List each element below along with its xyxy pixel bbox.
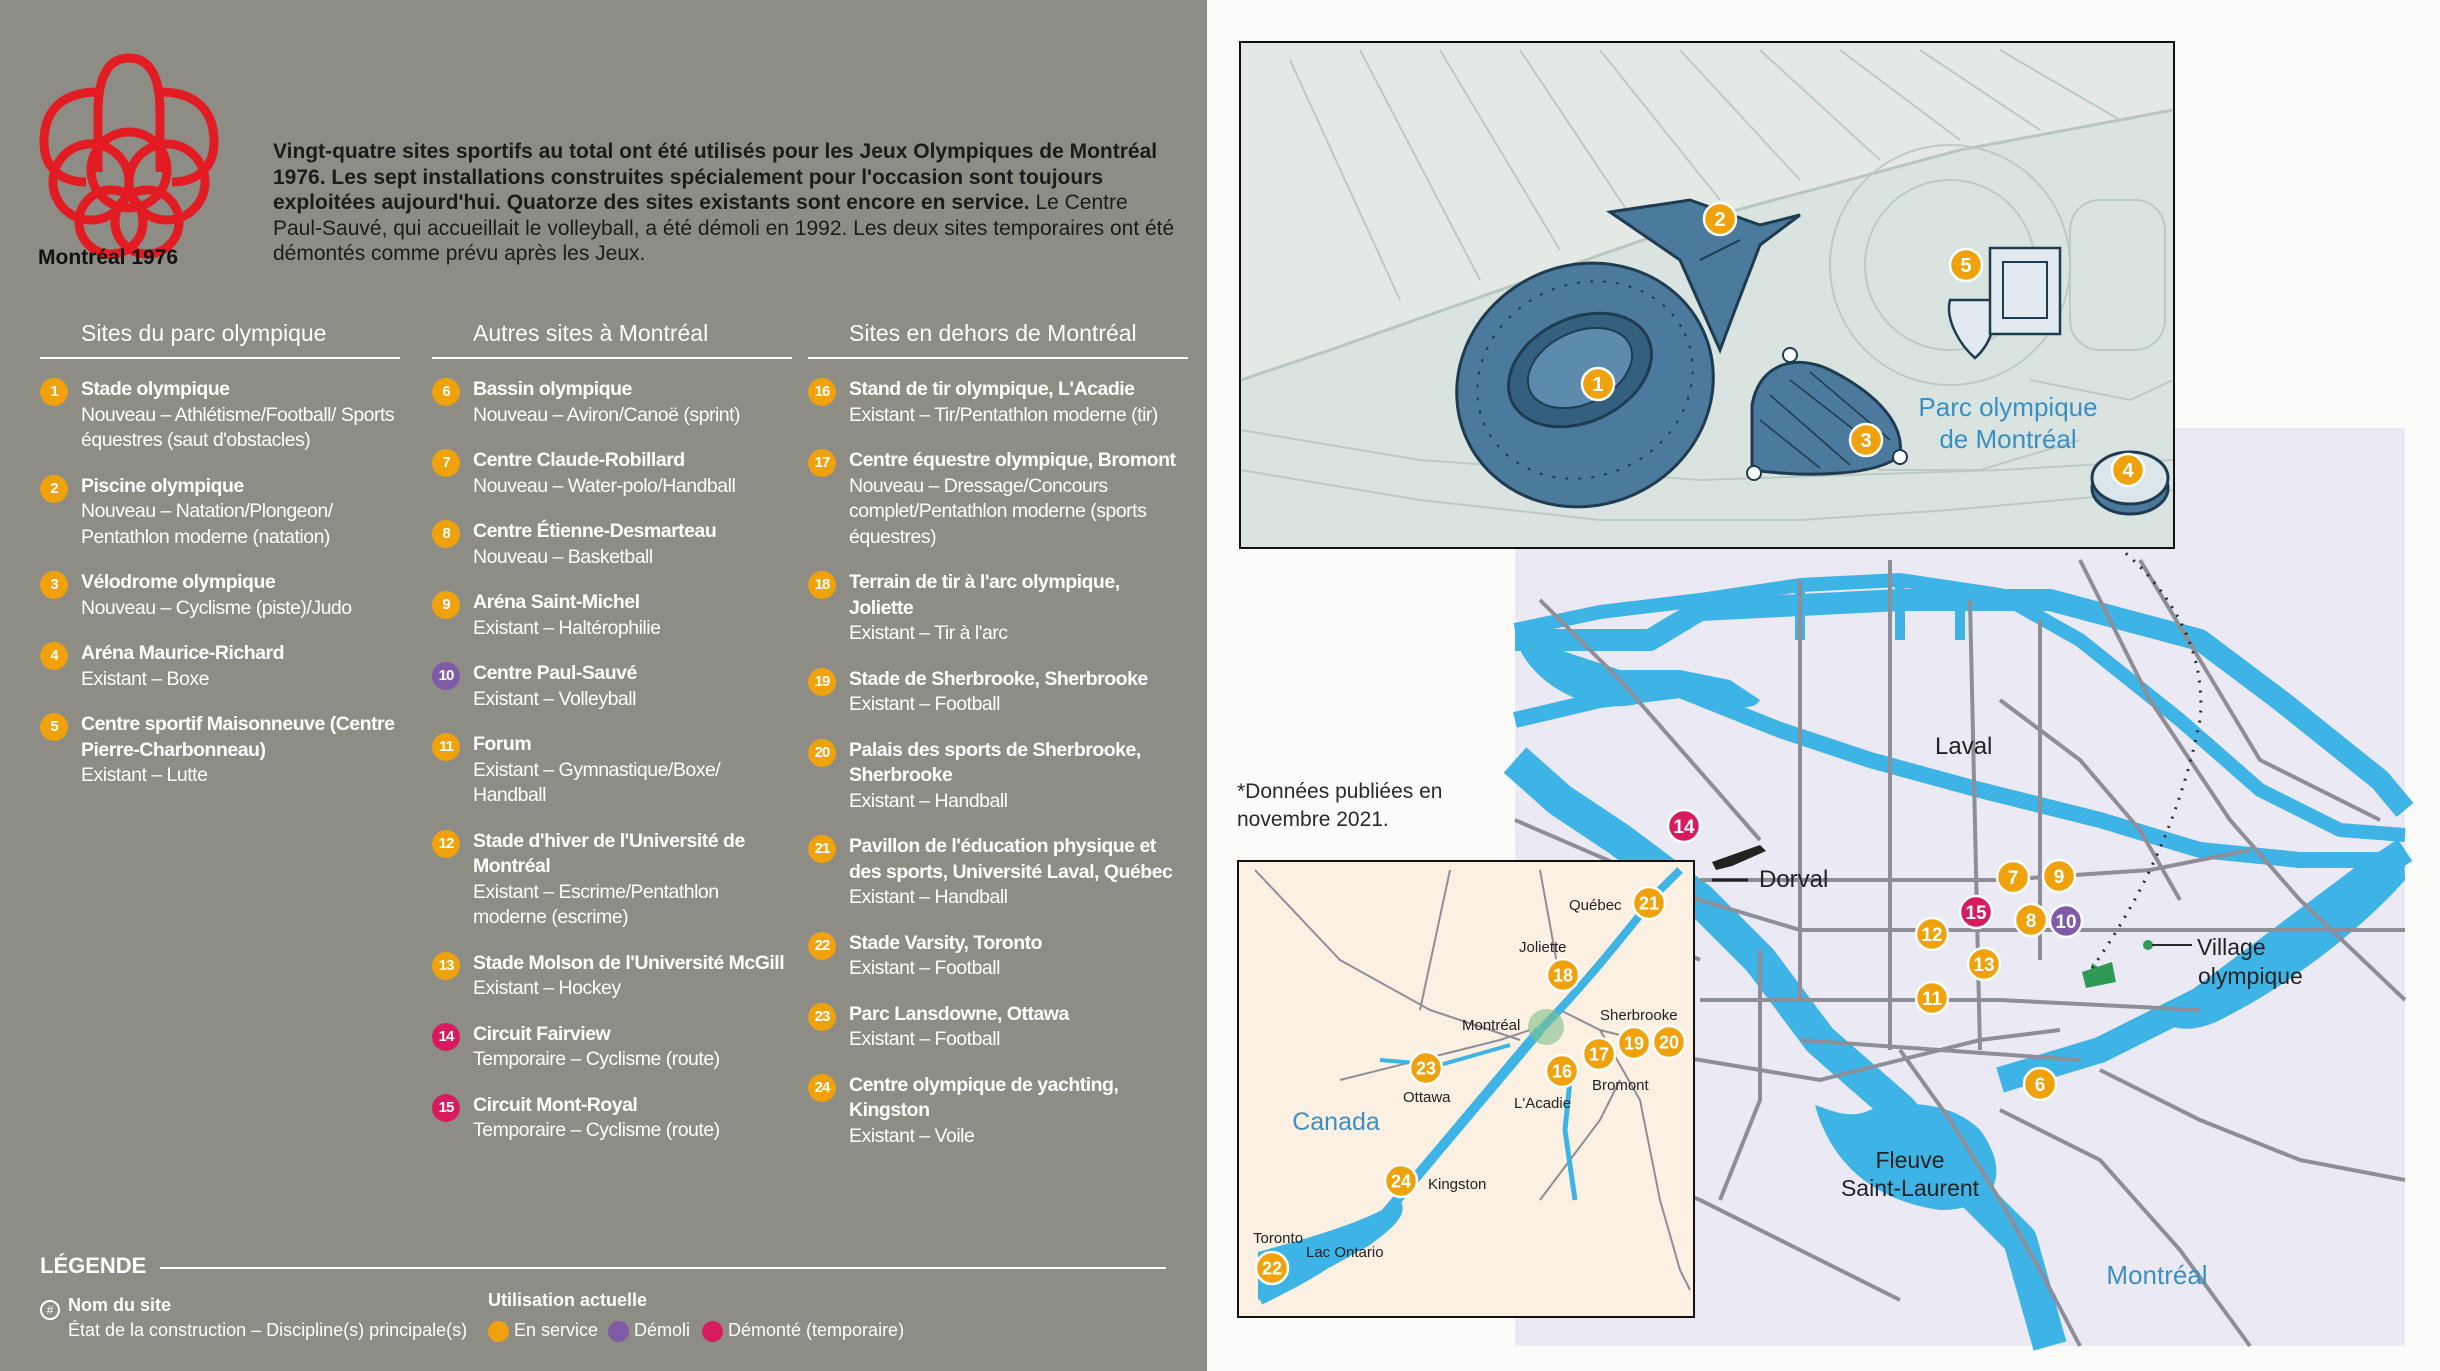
park-map bbox=[1240, 42, 2174, 549]
map-marker-label: 23 bbox=[1415, 1058, 1437, 1079]
map-marker-label: 3 bbox=[1860, 430, 1872, 453]
site-number-badge: 21 bbox=[808, 835, 836, 863]
label-laval: Laval bbox=[1935, 733, 1993, 760]
site-name: Vélodrome olympique bbox=[81, 571, 276, 593]
legend-item-demolished: Démoli bbox=[608, 1320, 690, 1341]
legend-usage-title: Utilisation actuelle bbox=[488, 1290, 648, 1310]
site-number-badge: 8 bbox=[432, 520, 460, 548]
site-number-badge: 18 bbox=[808, 571, 836, 599]
map-marker-label: 22 bbox=[1261, 1258, 1283, 1279]
site-status: Existant – Football bbox=[849, 693, 1000, 715]
site-name: Stade de Sherbrooke, Sherbrooke bbox=[849, 667, 1148, 690]
label-joliette: Joliette bbox=[1519, 939, 1567, 956]
label-quebec: Québec bbox=[1569, 897, 1622, 914]
site-number-badge: 1 bbox=[40, 378, 68, 406]
site-number-badge: 22 bbox=[808, 932, 836, 960]
site-number-badge: 13 bbox=[432, 952, 460, 980]
map-marker-label: 10 bbox=[2055, 911, 2077, 933]
label-montreal-city: Montréal bbox=[2106, 1260, 2208, 1290]
column-outside-montreal bbox=[808, 320, 1188, 1169]
site-status: Existant – Haltérophilie bbox=[473, 616, 661, 639]
maps-svg bbox=[1207, 0, 2440, 1371]
site-name: Centre sportif Maisonneuve (Centre Pierre-Charbonneau) bbox=[81, 713, 395, 761]
map-marker-label: 17 bbox=[1588, 1044, 1610, 1065]
label-canada: Canada bbox=[1292, 1108, 1380, 1136]
label-ottawa: Ottawa bbox=[1403, 1089, 1451, 1106]
publication-note: *Données publiées en novembre 2021. bbox=[1237, 780, 1443, 831]
site-entry-1 bbox=[40, 377, 400, 454]
legend-item-in-service: En service bbox=[488, 1320, 598, 1341]
site-number-badge: 20 bbox=[808, 739, 836, 767]
site-name: Centre Étienne-Desmarteau bbox=[473, 520, 717, 542]
label-village-2: olympique bbox=[2198, 963, 2303, 989]
map-marker-label: 11 bbox=[1921, 988, 1943, 1010]
site-entry-18 bbox=[808, 570, 1188, 647]
magenta-dot-icon bbox=[702, 1321, 723, 1342]
site-status: Existant – Hockey bbox=[473, 977, 621, 999]
site-number-badge: 9 bbox=[432, 591, 460, 619]
logo-caption: Montréal 1976 bbox=[38, 246, 179, 269]
legend-site-name: Nom du site bbox=[68, 1295, 172, 1315]
site-name: Stand de tir olympique, L'Acadie bbox=[849, 378, 1135, 400]
site-entry-4 bbox=[40, 641, 400, 692]
site-name: Stade olympique bbox=[81, 378, 230, 400]
label-fleuve-2: Saint-Laurent bbox=[1840, 1175, 1980, 1201]
site-status: Existant – Lutte bbox=[81, 764, 208, 786]
label-kingston: Kingston bbox=[1428, 1176, 1487, 1193]
site-entry-10 bbox=[432, 661, 792, 712]
map-marker-label: 7 bbox=[2007, 867, 2019, 889]
site-number-badge: 15 bbox=[432, 1094, 460, 1122]
map-marker-label: 20 bbox=[1658, 1032, 1680, 1053]
site-entry-5 bbox=[40, 712, 400, 789]
site-entry-20 bbox=[808, 738, 1188, 815]
site-name: Bassin olympique bbox=[473, 378, 632, 400]
map-marker-label: 13 bbox=[1973, 954, 1995, 976]
map-marker-label: 2 bbox=[1714, 209, 1726, 232]
site-number-badge: 24 bbox=[808, 1074, 836, 1102]
site-status: Nouveau – Cyclisme (piste)/Judo bbox=[81, 596, 352, 619]
map-panel bbox=[1207, 0, 2440, 1371]
map-marker-label: 16 bbox=[1551, 1061, 1573, 1082]
site-status: Existant – Football bbox=[849, 1028, 1000, 1050]
site-name: Palais des sports de Sherbrooke, Sherbrooke bbox=[849, 738, 1141, 786]
column-title: Sites en dehors de Montréal bbox=[808, 320, 1188, 359]
label-dorval: Dorval bbox=[1759, 866, 1829, 893]
site-entry-11 bbox=[432, 732, 792, 809]
intro-bold: Vingt-quatre sites sportifs au total ont été utilisés pour les Jeux Olympiques de Montréal 1976. Les sept installations construites spécialement pour l'occasion sont toujours exploitées aujourd'hui. Quatorze des sites existants sont encore en service. bbox=[273, 140, 1158, 214]
column-title: Sites du parc olympique bbox=[40, 320, 400, 359]
site-status: Existant – Volleyball bbox=[473, 687, 636, 710]
site-number-badge: 4 bbox=[40, 642, 68, 670]
site-entry-15 bbox=[432, 1093, 792, 1144]
intro-normal: Le Centre Paul-Sauvé, qui accueillait le volleyball, a été démoli en 1992. Les deux sites temporaires ont été démontés comme prévu après les Jeux. bbox=[273, 191, 1175, 265]
column-olympic-park bbox=[40, 320, 400, 809]
site-status: Existant – Tir/Pentathlon moderne (tir) bbox=[849, 403, 1158, 426]
montreal-highlight bbox=[1528, 1009, 1564, 1045]
label-parc-1: Parc olympique bbox=[1918, 392, 2098, 422]
column-other-montreal bbox=[432, 320, 792, 1164]
site-status: Nouveau – Aviron/Canoë (sprint) bbox=[473, 403, 741, 426]
site-number-badge: 19 bbox=[808, 668, 836, 696]
map-marker-label: 15 bbox=[1965, 902, 1987, 924]
label-sherbrooke: Sherbrooke bbox=[1600, 1007, 1678, 1024]
label-bromont: Bromont bbox=[1592, 1077, 1649, 1094]
map-marker-label: 9 bbox=[2053, 866, 2065, 888]
site-status: Nouveau – Basketball bbox=[473, 545, 653, 568]
map-marker-label: 8 bbox=[2025, 910, 2037, 932]
site-entry-19 bbox=[808, 667, 1188, 718]
site-status: Existant – Gymnastique/Boxe/ Handball bbox=[473, 758, 721, 806]
site-name: Stade d'hiver de l'Université de Montréal bbox=[473, 829, 745, 877]
site-number-badge: 7 bbox=[432, 449, 460, 477]
site-number-badge: 12 bbox=[432, 830, 460, 858]
label-village-1: Village bbox=[2197, 934, 2266, 960]
site-entry-3 bbox=[40, 570, 400, 621]
map-marker-label: 24 bbox=[1390, 1171, 1412, 1192]
site-number-badge: 14 bbox=[432, 1023, 460, 1051]
site-entry-7 bbox=[432, 448, 792, 499]
map-marker-label: 1 bbox=[1592, 374, 1604, 397]
site-name: Centre équestre olympique, Bromont bbox=[849, 449, 1176, 471]
site-status: Existant – Tir à l'arc bbox=[849, 622, 1008, 644]
legend-panel bbox=[0, 0, 1207, 1371]
legend-site-state: État de la construction – Discipline(s) principale(s) bbox=[68, 1320, 468, 1340]
site-number-badge: 3 bbox=[40, 571, 68, 599]
site-status: Existant – Voile bbox=[849, 1124, 975, 1147]
map-marker-label: 21 bbox=[1638, 893, 1660, 914]
site-status: Temporaire – Cyclisme (route) bbox=[473, 1119, 720, 1141]
map-marker-label: 14 bbox=[1673, 816, 1695, 838]
site-name: Centre olympique de yachting, Kingston bbox=[849, 1073, 1119, 1121]
site-status: Nouveau – Water-polo/Handball bbox=[473, 474, 736, 497]
purple-dot-icon bbox=[608, 1321, 629, 1342]
canada-map bbox=[1238, 861, 1694, 1317]
orange-dot-icon bbox=[488, 1321, 509, 1342]
site-status: Existant – Football bbox=[849, 957, 1000, 979]
site-number-badge: 2 bbox=[40, 475, 68, 503]
site-name: Aréna Maurice-Richard bbox=[81, 642, 284, 664]
site-entry-12 bbox=[432, 829, 792, 931]
site-name: Circuit Fairview bbox=[473, 1022, 611, 1045]
site-name: Piscine olympique bbox=[81, 474, 244, 497]
site-entry-22 bbox=[808, 931, 1188, 982]
site-status: Existant – Handball bbox=[849, 789, 1008, 812]
site-entry-9 bbox=[432, 590, 792, 641]
label-fleuve-1: Fleuve bbox=[1875, 1147, 1945, 1173]
site-name: Parc Lansdowne, Ottawa bbox=[849, 1002, 1069, 1025]
site-name: Stade Varsity, Toronto bbox=[849, 931, 1043, 954]
label-parc-2: de Montréal bbox=[1939, 424, 2077, 454]
site-entry-16 bbox=[808, 377, 1188, 428]
site-status: Nouveau – Dressage/Concours complet/Pentathlon moderne (sports équestres) bbox=[849, 474, 1147, 548]
site-number-badge: 23 bbox=[808, 1003, 836, 1031]
site-number-badge: 6 bbox=[432, 378, 460, 406]
site-number-badge: 17 bbox=[808, 449, 836, 477]
site-entry-2 bbox=[40, 474, 400, 551]
site-entry-14 bbox=[432, 1022, 792, 1073]
map-marker-label: 12 bbox=[1921, 924, 1943, 946]
label-lac-ontario: Lac Ontario bbox=[1306, 1244, 1384, 1261]
legend-title: LÉGENDE bbox=[40, 1253, 147, 1278]
site-name: Centre Claude-Robillard bbox=[473, 449, 685, 471]
label-lacadie: L'Acadie bbox=[1514, 1095, 1572, 1112]
label-toronto: Toronto bbox=[1253, 1230, 1304, 1247]
column-title: Autres sites à Montréal bbox=[432, 320, 792, 359]
site-entry-24 bbox=[808, 1073, 1188, 1150]
site-status: Nouveau – Athlétisme/Football/ Sports équestres (saut d'obstacles) bbox=[81, 403, 395, 451]
site-number-badge: 10 bbox=[432, 662, 460, 690]
site-status: Nouveau – Natation/Plongeon/ Pentathlon moderne (natation) bbox=[81, 500, 333, 548]
map-marker-label: 6 bbox=[2034, 1074, 2046, 1096]
map-marker-label: 5 bbox=[1960, 255, 1972, 278]
site-name: Stade Molson de l'Université McGill bbox=[473, 951, 785, 974]
map-marker-label: 19 bbox=[1623, 1033, 1645, 1054]
site-name: Circuit Mont-Royal bbox=[473, 1093, 638, 1116]
legend-divider bbox=[160, 1267, 1166, 1269]
site-status: Temporaire – Cyclisme (route) bbox=[473, 1048, 720, 1070]
intro-text bbox=[273, 139, 1178, 267]
site-number-badge: 5 bbox=[40, 713, 68, 741]
site-entry-13 bbox=[432, 951, 792, 1002]
site-name: Terrain de tir à l'arc olympique, Joliette bbox=[849, 571, 1120, 619]
site-status: Existant – Escrime/Pentathlon moderne (escrime) bbox=[473, 880, 719, 928]
site-name: Forum bbox=[473, 733, 532, 755]
site-entry-6 bbox=[432, 377, 792, 428]
site-status: Existant – Boxe bbox=[81, 667, 209, 690]
site-status: Existant – Handball bbox=[849, 886, 1008, 908]
map-marker-label: 4 bbox=[2122, 460, 2134, 483]
map-marker-label: 18 bbox=[1552, 965, 1574, 986]
legend-item-dismantled: Démonté (temporaire) bbox=[702, 1320, 904, 1341]
village-olympique-dot bbox=[2143, 940, 2153, 950]
site-number-badge: 11 bbox=[432, 733, 460, 761]
site-entry-21 bbox=[808, 834, 1188, 911]
label-montreal-small: Montréal bbox=[1462, 1017, 1521, 1034]
site-entry-23 bbox=[808, 1002, 1188, 1053]
site-name: Centre Paul-Sauvé bbox=[473, 662, 637, 684]
site-entry-17 bbox=[808, 448, 1188, 550]
site-name: Aréna Saint-Michel bbox=[473, 591, 640, 613]
site-number-badge: 16 bbox=[808, 378, 836, 406]
site-number-icon: # bbox=[40, 1300, 60, 1320]
site-name: Pavillon de l'éducation physique et des sports, Université Laval, Québec bbox=[849, 835, 1173, 883]
site-entry-8 bbox=[432, 519, 792, 570]
